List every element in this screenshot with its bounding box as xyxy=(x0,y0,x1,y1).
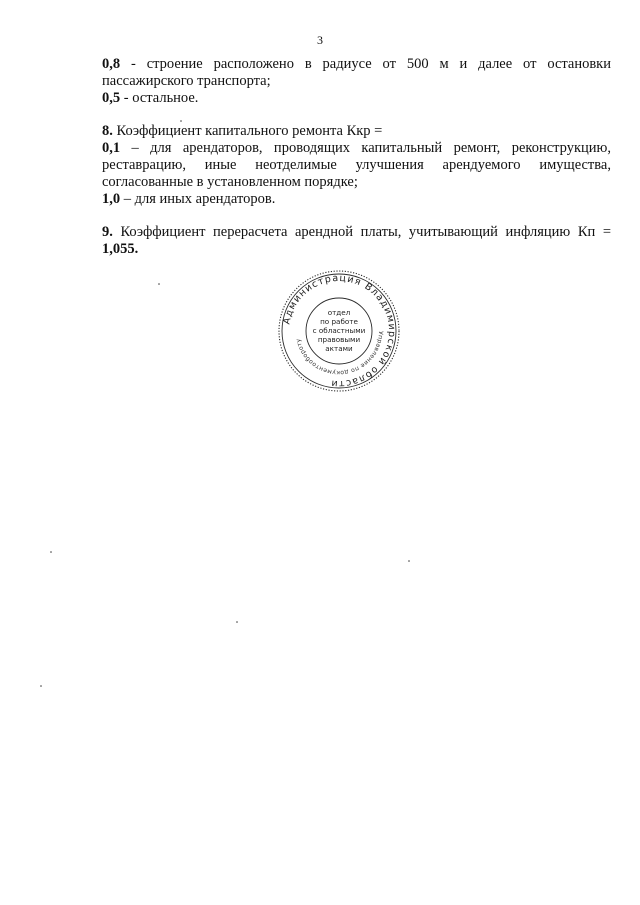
coefficient-value: 0,5 xyxy=(102,90,121,106)
scan-speck xyxy=(408,560,410,562)
document-body xyxy=(102,56,611,258)
scan-speck xyxy=(236,621,238,623)
coefficient-description: - остальное. xyxy=(120,90,199,106)
paragraph-gap xyxy=(102,107,611,123)
coefficient-1-0 xyxy=(102,191,611,208)
coefficient-0-1 xyxy=(102,140,611,191)
inflation-coefficient-value: 1,055. xyxy=(102,241,139,257)
coefficient-value: 0,8 xyxy=(102,56,121,72)
page-number: 3 xyxy=(317,33,323,47)
scan-speck xyxy=(40,685,42,687)
seal-center-line: отдел xyxy=(327,308,351,317)
coefficient-value: 1,0 xyxy=(102,191,121,207)
coefficient-description: – для иных арендаторов. xyxy=(120,191,276,207)
section-8-heading xyxy=(102,123,611,140)
seal-inner-text: Управление по документообороту xyxy=(294,330,385,377)
official-seal-stamp xyxy=(276,268,402,394)
seal-center-text xyxy=(313,308,366,353)
section-title: Коэффициент капитального ремонта Ккр = xyxy=(112,123,383,139)
section-number: 9. xyxy=(102,224,113,240)
seal-graphic xyxy=(276,268,402,394)
scan-speck xyxy=(50,551,52,553)
seal-center-line: правовыми xyxy=(317,335,361,344)
coefficient-description: - строение расположено в радиусе от 500 м и далее от остановки пассажирского транспорта; xyxy=(102,56,611,89)
seal-center-line: актами xyxy=(325,344,353,353)
coefficient-description: – для арендаторов, проводящих капитальный ремонт, реконструкцию, реставрацию, иные неотделимые улучшения арендуемого имущества, согласованные в установленном порядке; xyxy=(102,140,611,190)
seal-center-line: по работе xyxy=(320,317,358,326)
section-number: 8. xyxy=(102,123,113,139)
scan-speck xyxy=(180,120,182,122)
paragraph-gap xyxy=(102,208,611,224)
section-title: Коэффициент перерасчета арендной платы, учитывающий инфляцию Кп = xyxy=(112,224,611,240)
scan-speck xyxy=(158,283,160,285)
seal-center-line: с областными xyxy=(312,326,366,335)
section-9-heading xyxy=(102,224,611,258)
seal-outer-text: Администрация Владимирской области xyxy=(281,272,398,390)
coefficient-0-5 xyxy=(102,90,611,107)
coefficient-value: 0,1 xyxy=(102,140,121,156)
coefficient-0-8 xyxy=(102,56,611,90)
